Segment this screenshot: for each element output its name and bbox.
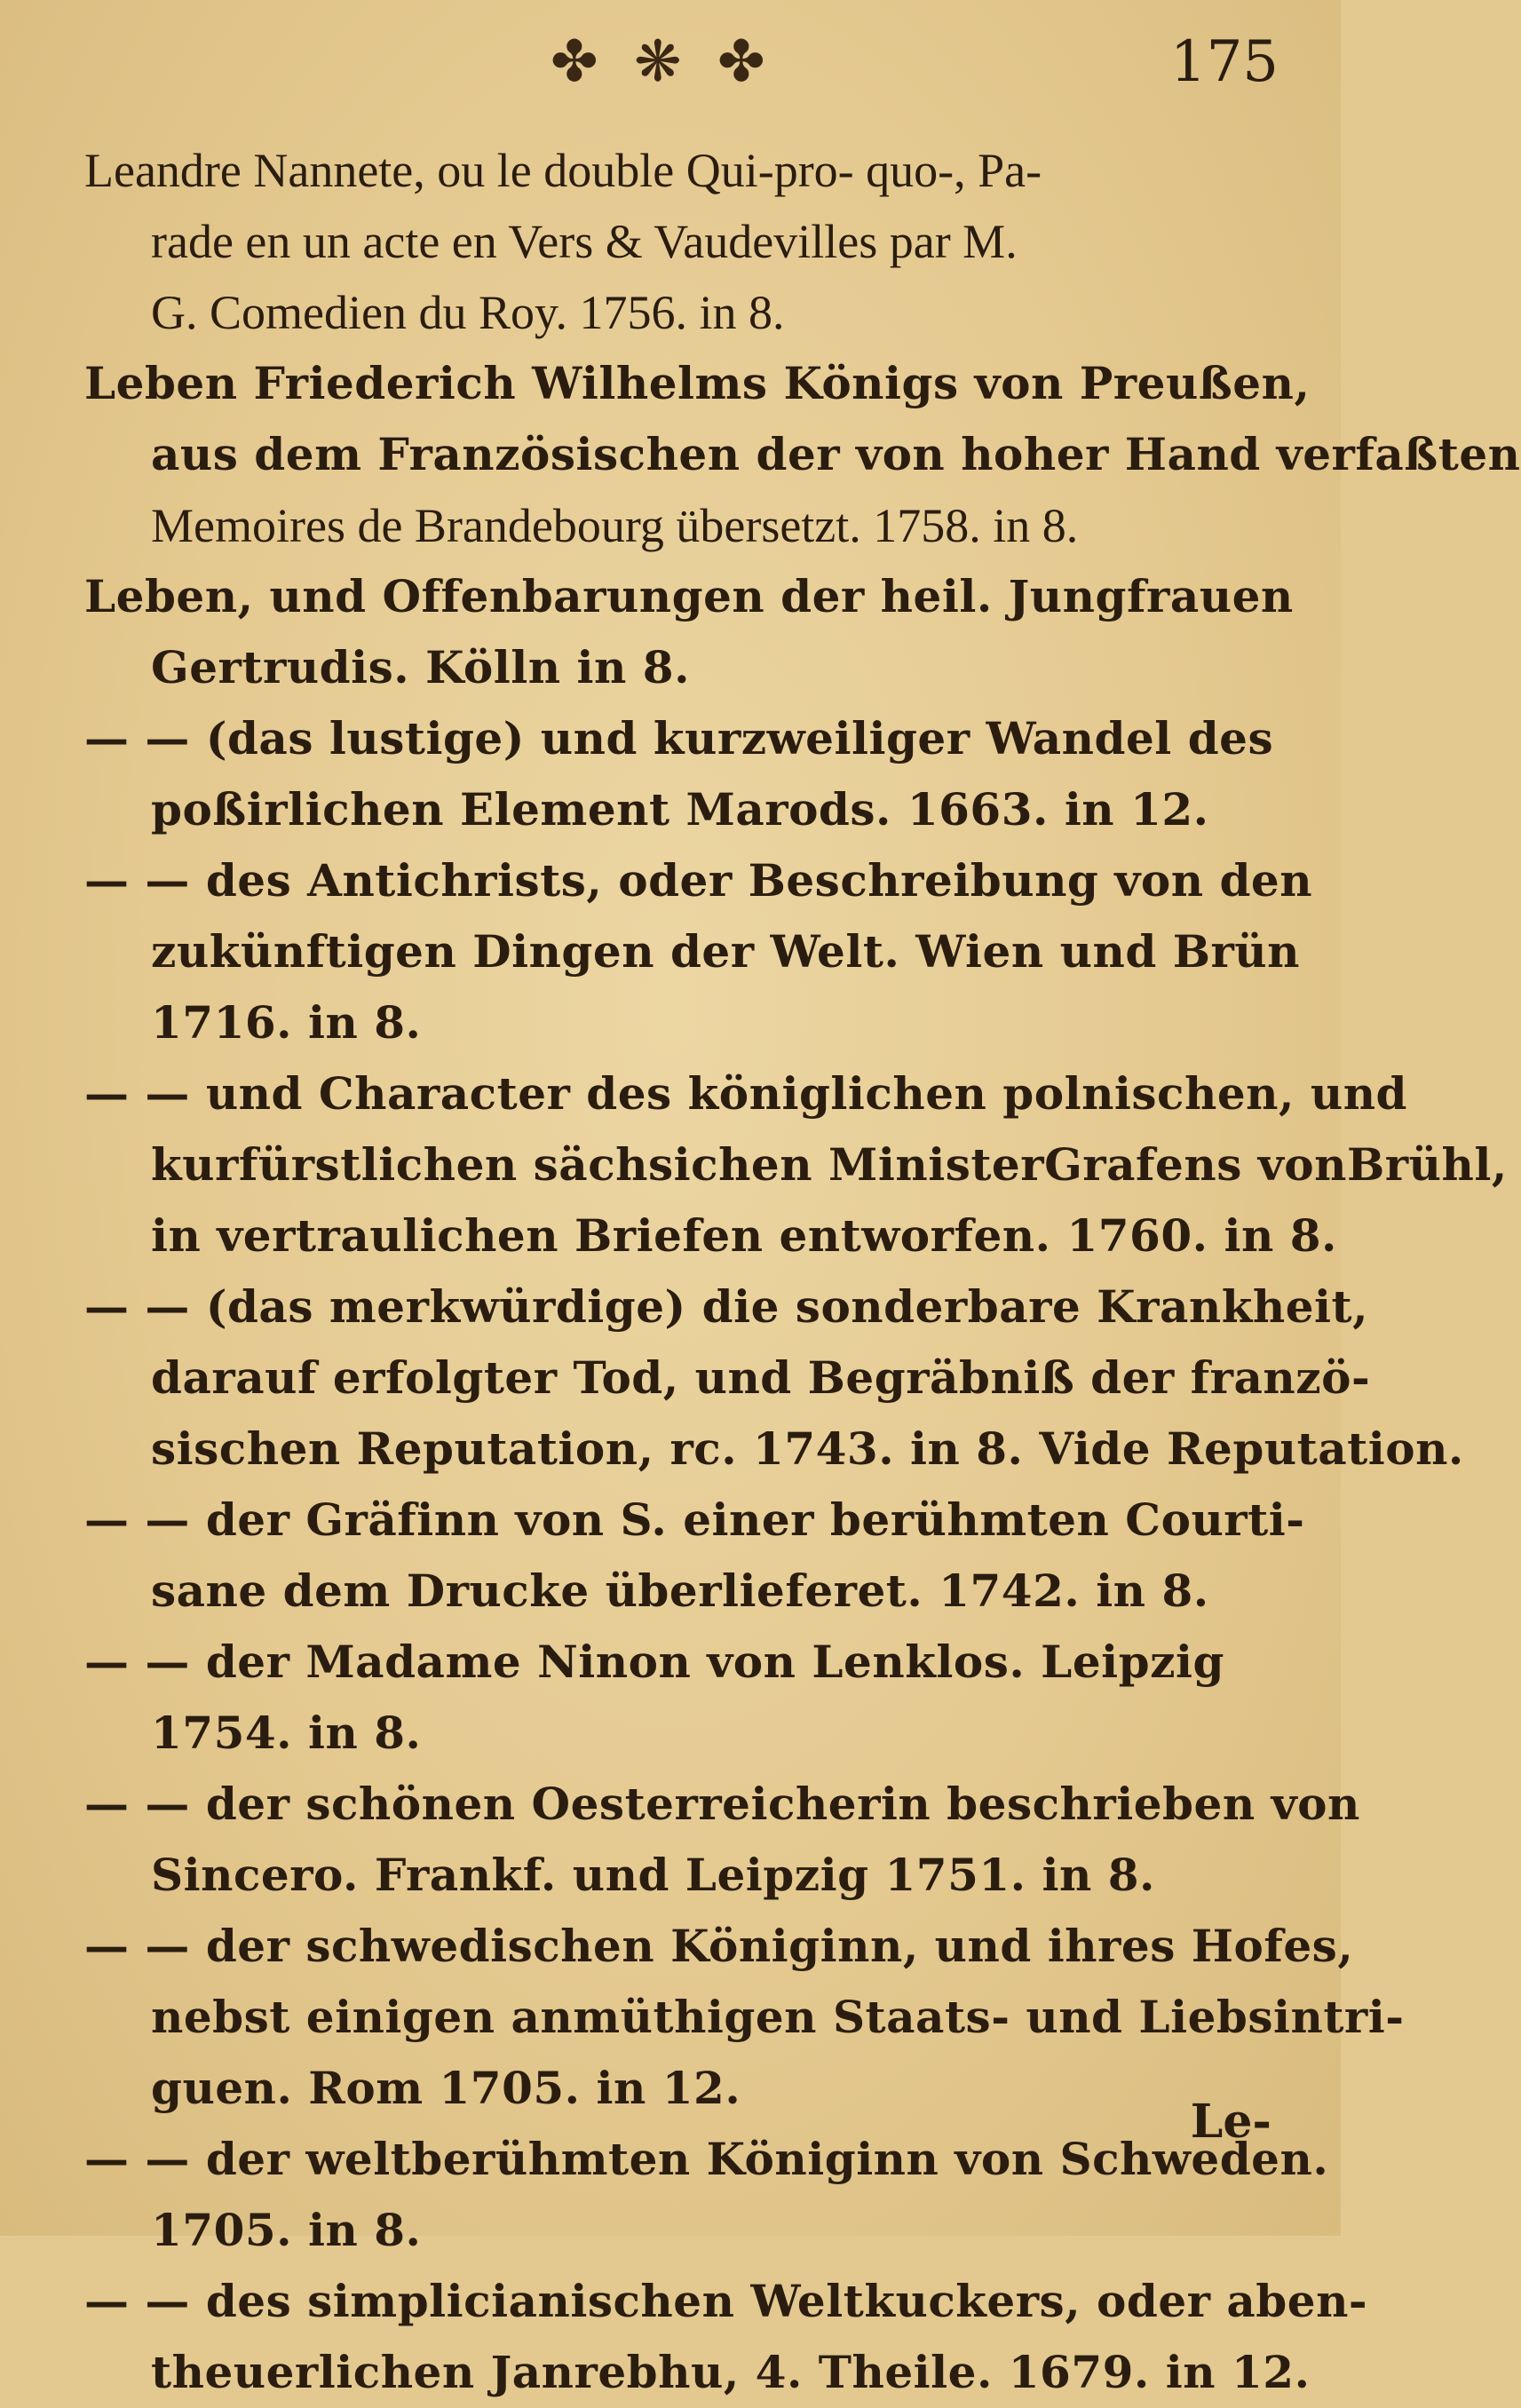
entry-heading-line: — — der Gräfinn von S. einer berühmten Courti- [84,1493,1305,1546]
entry-heading-line: — — der schönen Oesterreicherin beschrieben von [84,1778,1360,1830]
entry-heading-line: — — der weltberühmten Königinn von Schweden. [84,2133,1329,2185]
bibliography-entry [84,703,1274,845]
header-ornament: ✤ ❋ ✤ [551,29,774,95]
bibliography-entry [84,845,1313,1058]
page-header [0,16,1341,114]
bibliography-entry [84,1058,1508,1271]
bibliography-entry [84,1769,1360,1911]
bibliography-entry [84,135,1274,348]
entry-continuation-line: nebst einigen anmüthigen Staats- und Liebsintri- [151,1991,1405,2043]
entry-heading-line: — — der schwedischen Königinn, und ihres Hofes, [84,1920,1354,1972]
entry-heading-line: — — und Character des königlichen polnischen, und [84,1067,1408,1120]
entry-heading-line: Leben Friederich Wilhelms Königs von Preußen, [84,357,1311,409]
page-number: 175 [1169,29,1279,95]
entry-heading-line: — — des Antichrists, oder Beschreibung von den [84,854,1313,907]
entry-continuation-line: Memoires de Brandebourg übersetzt. 1758. in 8. [151,499,1079,552]
entry-heading-line: Leben, und Offenbarungen der heil. Jungfrauen [84,570,1294,622]
entry-continuation-line: sischen Reputation, rc. 1743. in 8. Vide Reputation. [151,1422,1464,1475]
entry-continuation-line: zukünftigen Dingen der Welt. Wien und Brün [151,925,1300,978]
entry-continuation-line: rade en un acte en Vers & Vaudevilles par M. [151,215,1018,268]
entry-continuation-line: poßirlichen Element Marods. 1663. in 12. [151,783,1209,836]
entry-continuation-line: 1716. in 8. [151,996,422,1049]
entry-continuation-line: aus dem Französischen der von hoher Hand verfaßten [151,428,1521,480]
entry-continuation-line: Gertrudis. Kölln in 8. [151,641,690,693]
bibliography-entry [84,2124,1329,2266]
bibliography-entry [84,1911,1405,2124]
entry-heading-line: — — des simplicianischen Weltkuckers, oder aben- [84,2275,1368,2327]
entry-continuation-line: 1705. in 8. [151,2204,422,2256]
bibliography-entry [84,1271,1464,1485]
entry-continuation-line: Sincero. Frankf. und Leipzig 1751. in 8. [151,1849,1155,1901]
entry-continuation-line: 1754. in 8. [151,1707,422,1759]
entry-heading-line: — — der Madame Ninon von Lenklos. Leipzig [84,1636,1224,1688]
bibliography-entry [84,1485,1305,1627]
entry-continuation-line: guen. Rom 1705. in 12. [151,2062,741,2114]
bibliography-entry [84,561,1294,703]
entry-continuation-line: kurfürstlichen sächsichen MinisterGrafens vonBrühl, [151,1138,1508,1191]
entry-continuation-line: G. Comedien du Roy. 1756. in 8. [151,286,785,339]
bibliography-entries [84,135,1521,2408]
entry-continuation-line: sane dem Drucke überlieferet. 1742. in 8. [151,1564,1209,1617]
entry-continuation-line: in vertraulichen Briefen entworfen. 1760. in 8. [151,1209,1337,1262]
entry-heading-line: — — (das merkwürdige) die sonderbare Krankheit, [84,1280,1369,1333]
entry-continuation-line: darauf erfolgter Tod, und Begräbniß der franzö- [151,1351,1371,1404]
bibliography-entry [84,1627,1274,1769]
entry-heading-line: Leandre Nannete, ou le double Qui-pro- quo-, Pa- [84,144,1042,197]
entry-heading-line: — — (das lustige) und kurzweiliger Wandel des [84,712,1274,764]
entry-continuation-line: theuerlichen Janrebhu, 4. Theile. 1679. in 12. [151,2346,1311,2398]
bibliography-entry [84,2266,1368,2408]
catchword: Le- [1190,2095,1271,2149]
bibliography-entry [84,348,1521,561]
